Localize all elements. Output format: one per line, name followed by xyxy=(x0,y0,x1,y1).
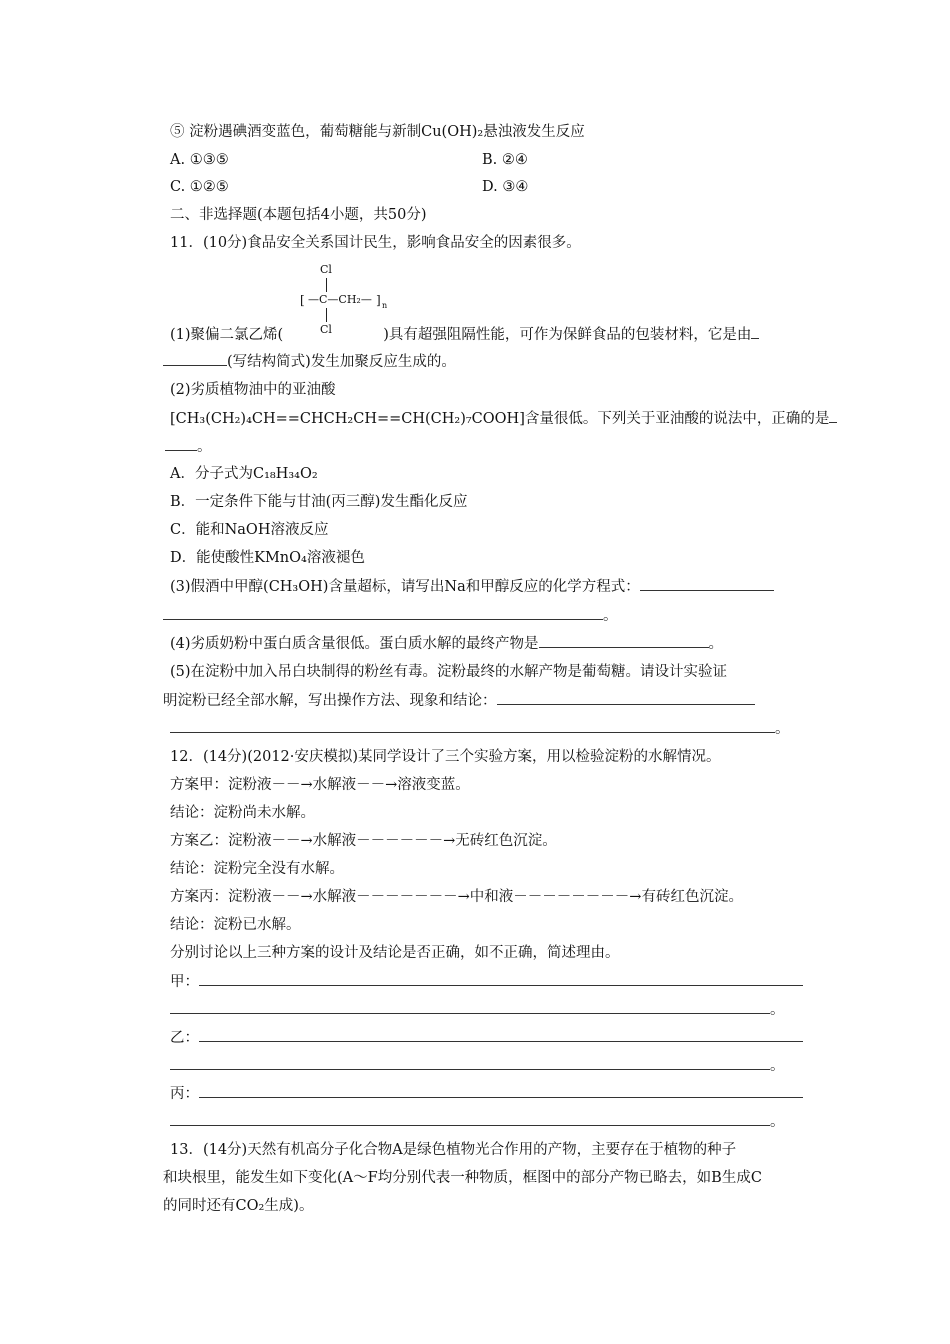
answer-blank[interactable] xyxy=(199,971,803,986)
answer-blank[interactable] xyxy=(539,633,709,648)
section-2-title: 二、非选择题(本题包括4小题，共50分) xyxy=(170,207,427,223)
q13-line3: 的同时还有CO₂生成)。 xyxy=(163,1198,314,1214)
q11-part5-line xyxy=(170,718,790,739)
q12-discuss: 分别讨论以上三种方案的设计及结论是否正确，如不正确，简述理由。 xyxy=(170,945,620,961)
q12-stem: 12．(14分)(2012·安庆模拟)某同学设计了三个实验方案，用以检验淀粉的水解情况。 xyxy=(170,749,721,765)
bond-top xyxy=(326,278,327,292)
q10-option-d: D. ③④ xyxy=(482,179,529,195)
bracket-right-icon: ] xyxy=(376,293,381,307)
answer-blank[interactable] xyxy=(497,690,755,705)
q13-line1: 13．(14分)天然有机高分子化合物A是绿色植物光合作用的产物，主要存在于植物的种子 xyxy=(170,1142,737,1158)
q11-part1 xyxy=(170,324,759,345)
q11-part5: (5)在淀粉中加入吊白块制得的粉丝有毒。淀粉最终的水解产物是葡萄糖。请设计实验证 xyxy=(170,664,728,680)
answer-blank[interactable] xyxy=(165,436,197,451)
q11-part4 xyxy=(170,633,723,654)
answer-blank[interactable] xyxy=(829,408,837,423)
period: 。 xyxy=(708,636,724,652)
polymer-n: n xyxy=(382,301,388,310)
q11-option-c: C．能和NaOH溶液反应 xyxy=(170,522,329,538)
answer-blank[interactable] xyxy=(163,351,227,366)
q12-plan-c: 方案丙：淀粉液－－→水解液－－－－－－－→中和液－－－－－－－－→有砖红色沉淀。 xyxy=(170,889,743,905)
q11-p2-b: [CH₃(CH₂)₄CH==CHCH₂CH==CH(CH₂)₇COOH]含量很低。下列关于亚油酸的说法中，正确的是 xyxy=(170,411,830,427)
q12-answer-bing xyxy=(170,1083,803,1104)
period: 。 xyxy=(775,721,790,737)
q12-answer-jia xyxy=(170,971,803,992)
q11-p1-a: (1)聚偏二氯乙烯( xyxy=(170,327,284,343)
answer-blank[interactable] xyxy=(163,605,603,620)
q12-plan-b: 方案乙：淀粉液－－→水解液－－－－－－→无砖红色沉淀。 xyxy=(170,833,557,849)
q10-option-c: C. ①②⑤ xyxy=(170,179,229,195)
answer-blank[interactable] xyxy=(199,1083,803,1098)
label-bing: 丙： xyxy=(170,1086,199,1102)
q12-conclusion-a: 结论：淀粉尚未水解。 xyxy=(170,805,315,821)
q11-p1-c: (写结构简式)发生加聚反应生成的。 xyxy=(227,354,456,370)
answer-blank[interactable] xyxy=(199,1027,803,1042)
q12-conclusion-c: 结论：淀粉已水解。 xyxy=(170,917,301,933)
q12-plan-a: 方案甲：淀粉液－－→水解液－－→溶液变蓝。 xyxy=(170,777,470,793)
q11-option-a: A．分子式为C₁₈H₃₄O₂ xyxy=(170,466,318,482)
q12-answer-yi xyxy=(170,1027,803,1048)
q11-part2-cont xyxy=(165,436,212,457)
q11-part1-cont xyxy=(163,351,456,372)
label-yi: 乙： xyxy=(170,1030,199,1046)
bond-bottom xyxy=(326,308,327,322)
q10-item5: ⑤ 淀粉遇碘酒变蓝色，葡萄糖能与新制Cu(OH)₂悬浊液发生反应 xyxy=(170,124,585,140)
q11-part2-formula xyxy=(170,408,837,429)
q10-option-b: B. ②④ xyxy=(482,152,528,168)
q11-option-d: D．能使酸性KMnO₄溶液褪色 xyxy=(170,550,365,566)
answer-blank[interactable] xyxy=(170,1111,770,1126)
q11-p1-b: )具有超强阻隔性能，可作为保鲜食品的包装材料，它是由 xyxy=(383,327,752,343)
q11-part3 xyxy=(170,576,774,597)
q12-conclusion-b: 结论：淀粉完全没有水解。 xyxy=(170,861,344,877)
q11-part3-cont xyxy=(163,605,618,626)
bracket-left-icon: [ xyxy=(300,293,305,307)
q11-option-b: B．一定条件下能与甘油(丙三醇)发生酯化反应 xyxy=(170,494,468,510)
q11-stem: 11．(10分)食品安全关系国计民生，影响食品安全的因素很多。 xyxy=(170,235,581,251)
answer-blank[interactable] xyxy=(170,999,770,1014)
period: 。 xyxy=(197,439,212,455)
q11-p5-b: 明淀粉已经全部水解，写出操作方法、现象和结论： xyxy=(163,693,497,709)
polymer-chain: —C—CH₂— xyxy=(308,293,372,306)
q12-answer-bing-cont xyxy=(170,1111,785,1132)
period: 。 xyxy=(770,1114,785,1130)
answer-blank[interactable] xyxy=(751,324,759,339)
answer-blank[interactable] xyxy=(640,576,774,591)
polymer-cl-top: Cl xyxy=(320,263,332,276)
q12-answer-jia-cont xyxy=(170,999,785,1020)
period: 。 xyxy=(770,1002,785,1018)
q11-p4-a: (4)劣质奶粉中蛋白质含量很低。蛋白质水解的最终产物是 xyxy=(170,636,539,652)
period: 。 xyxy=(770,1058,785,1074)
answer-blank[interactable] xyxy=(170,1055,770,1070)
q12-answer-yi-cont xyxy=(170,1055,785,1076)
answer-blank[interactable] xyxy=(170,718,775,733)
q13-line2: 和块根里，能发生如下变化(A～F均分别代表一种物质，框图中的部分产物已略去，如B生成C xyxy=(163,1170,762,1186)
q11-part5-cont xyxy=(163,690,755,711)
polymer-cl-bottom: Cl xyxy=(320,323,332,336)
period: 。 xyxy=(603,608,618,624)
q11-p3-a: (3)假酒中甲醇(CH₃OH)含量超标，请写出Na和甲醇反应的化学方程式： xyxy=(170,579,640,595)
label-jia: 甲： xyxy=(170,974,199,990)
q11-part2: (2)劣质植物油中的亚油酸 xyxy=(170,382,336,398)
q10-option-a: A. ①③⑤ xyxy=(170,152,229,168)
